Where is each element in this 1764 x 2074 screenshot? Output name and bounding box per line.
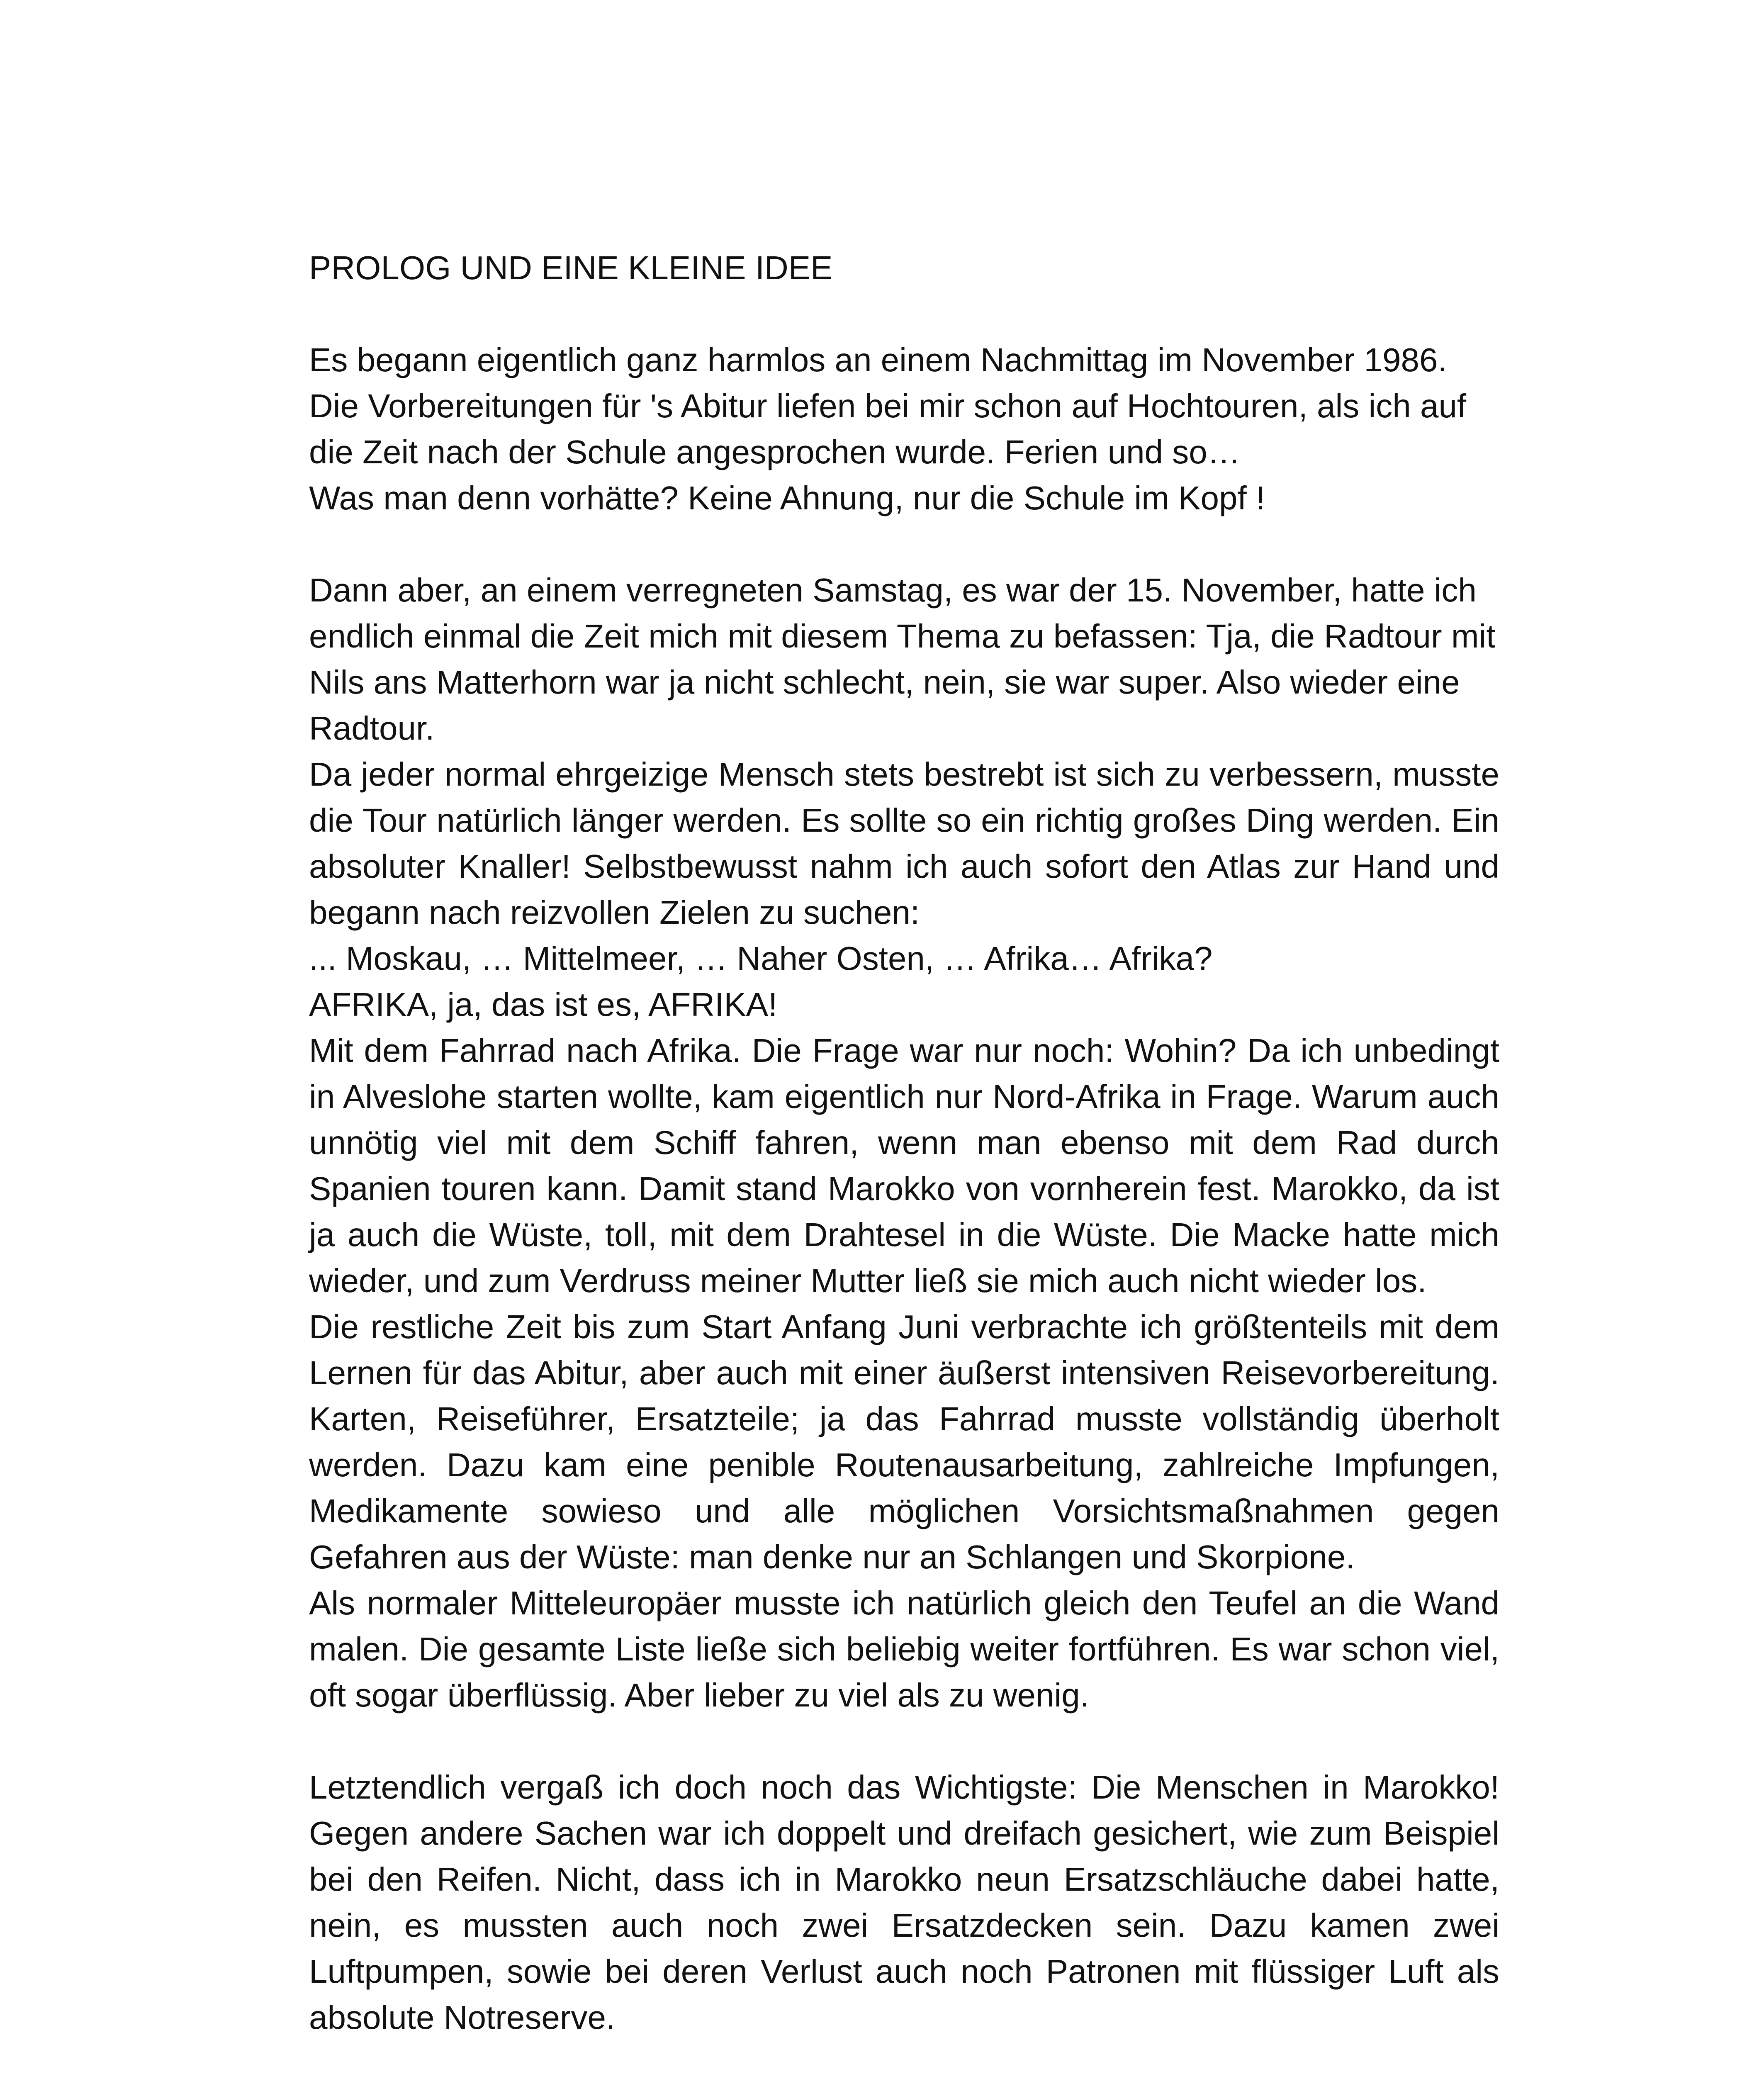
- chapter-heading: PROLOG UND EINE KLEINE IDEE: [309, 249, 833, 286]
- paragraph-4: Da jeder normal ehrgeizige Mensch stets bestrebt ist sich zu verbessern, musste die Tour natürlich länger werden. Es sollte so ein richtig großes Ding werden. Ein absoluter Knaller! Selbstbewusst nahm ich auch sofort den Atlas zur Hand und begann nach reizvollen Zielen zu suchen:: [309, 756, 1499, 931]
- paragraph-5: ... Moskau, … Mittelmeer, … Naher Osten, … Afrika… Afrika?: [309, 940, 1213, 977]
- paragraph-3: Dann aber, an einem verregneten Samstag, es war der 15. November, hatte ich endlich einmal die Zeit mich mit diesem Thema zu befassen: Tja, die Radtour mit Nils ans Matterhorn war ja nicht schlecht, nein, sie war super. Also wieder eine Radtour.: [309, 572, 1496, 747]
- paragraph-10: Letztendlich vergaß ich doch noch das Wichtigste: Die Menschen in Marokko! Gegen andere Sachen war ich doppelt und dreifach gesichert, wie zum Beispiel bei den Reifen. Nicht, dass ich in Marokko neun Ersatzschläuche dabei hatte, nein, es mussten auch noch zwei Ersatzdecken sein. Dazu kamen zwei Luftpumpen, sowie bei deren Verlust auch noch Patronen mit flüssiger Luft als absolute Notreserve.: [309, 1769, 1499, 2036]
- paragraph-gap: [309, 521, 1499, 567]
- paragraph-gap: [309, 1718, 1499, 1764]
- paragraph-2: Was man denn vorhätte? Keine Ahnung, nur die Schule im Kopf !: [309, 480, 1265, 516]
- paragraph-1: Es begann eigentlich ganz harmlos an einem Nachmittag im November 1986. Die Vorbereitungen für 's Abitur liefen bei mir schon auf Hochtouren, als ich auf die Zeit nach der Schule angesprochen wurde. Ferien und so…: [309, 341, 1467, 470]
- paragraph-6: AFRIKA, ja, das ist es, AFRIKA!: [309, 986, 778, 1023]
- page-body: [309, 245, 1499, 2040]
- paragraph-9: Als normaler Mitteleuropäer musste ich natürlich gleich den Teufel an die Wand malen. Die gesamte Liste ließe sich beliebig weiter fortführen. Es war schon viel, oft sogar überflüssig. Aber lieber zu viel als zu wenig.: [309, 1585, 1499, 1714]
- paragraph-7: Mit dem Fahrrad nach Afrika. Die Frage war nur noch: Wohin? Da ich unbedingt in Alveslohe starten wollte, kam eigentlich nur Nord-Afrika in Frage. Warum auch unnötig viel mit dem Schiff fahren, wenn man ebenso mit dem Rad durch Spanien touren kann. Damit stand Marokko von vornherein fest. Marokko, da ist ja auch die Wüste, toll, mit dem Drahtesel in die Wüste. Die Macke hatte mich wieder, und zum Verdruss meiner Mutter ließ sie mich auch nicht wieder los.: [309, 1032, 1499, 1299]
- paragraph-8: Die restliche Zeit bis zum Start Anfang Juni verbrachte ich größtenteils mit dem Lernen für das Abitur, aber auch mit einer äußerst intensiven Reisevorbereitung. Karten, Reiseführer, Ersatzteile; ja das Fahrrad musste vollständig überholt werden. Dazu kam eine penible Routenausarbeitung, zahlreiche Impfungen, Medikamente sowieso und alle möglichen Vorsichtsmaßnahmen gegen Gefahren aus der Wüste: man denke nur an Schlangen und Skorpione.: [309, 1308, 1499, 1575]
